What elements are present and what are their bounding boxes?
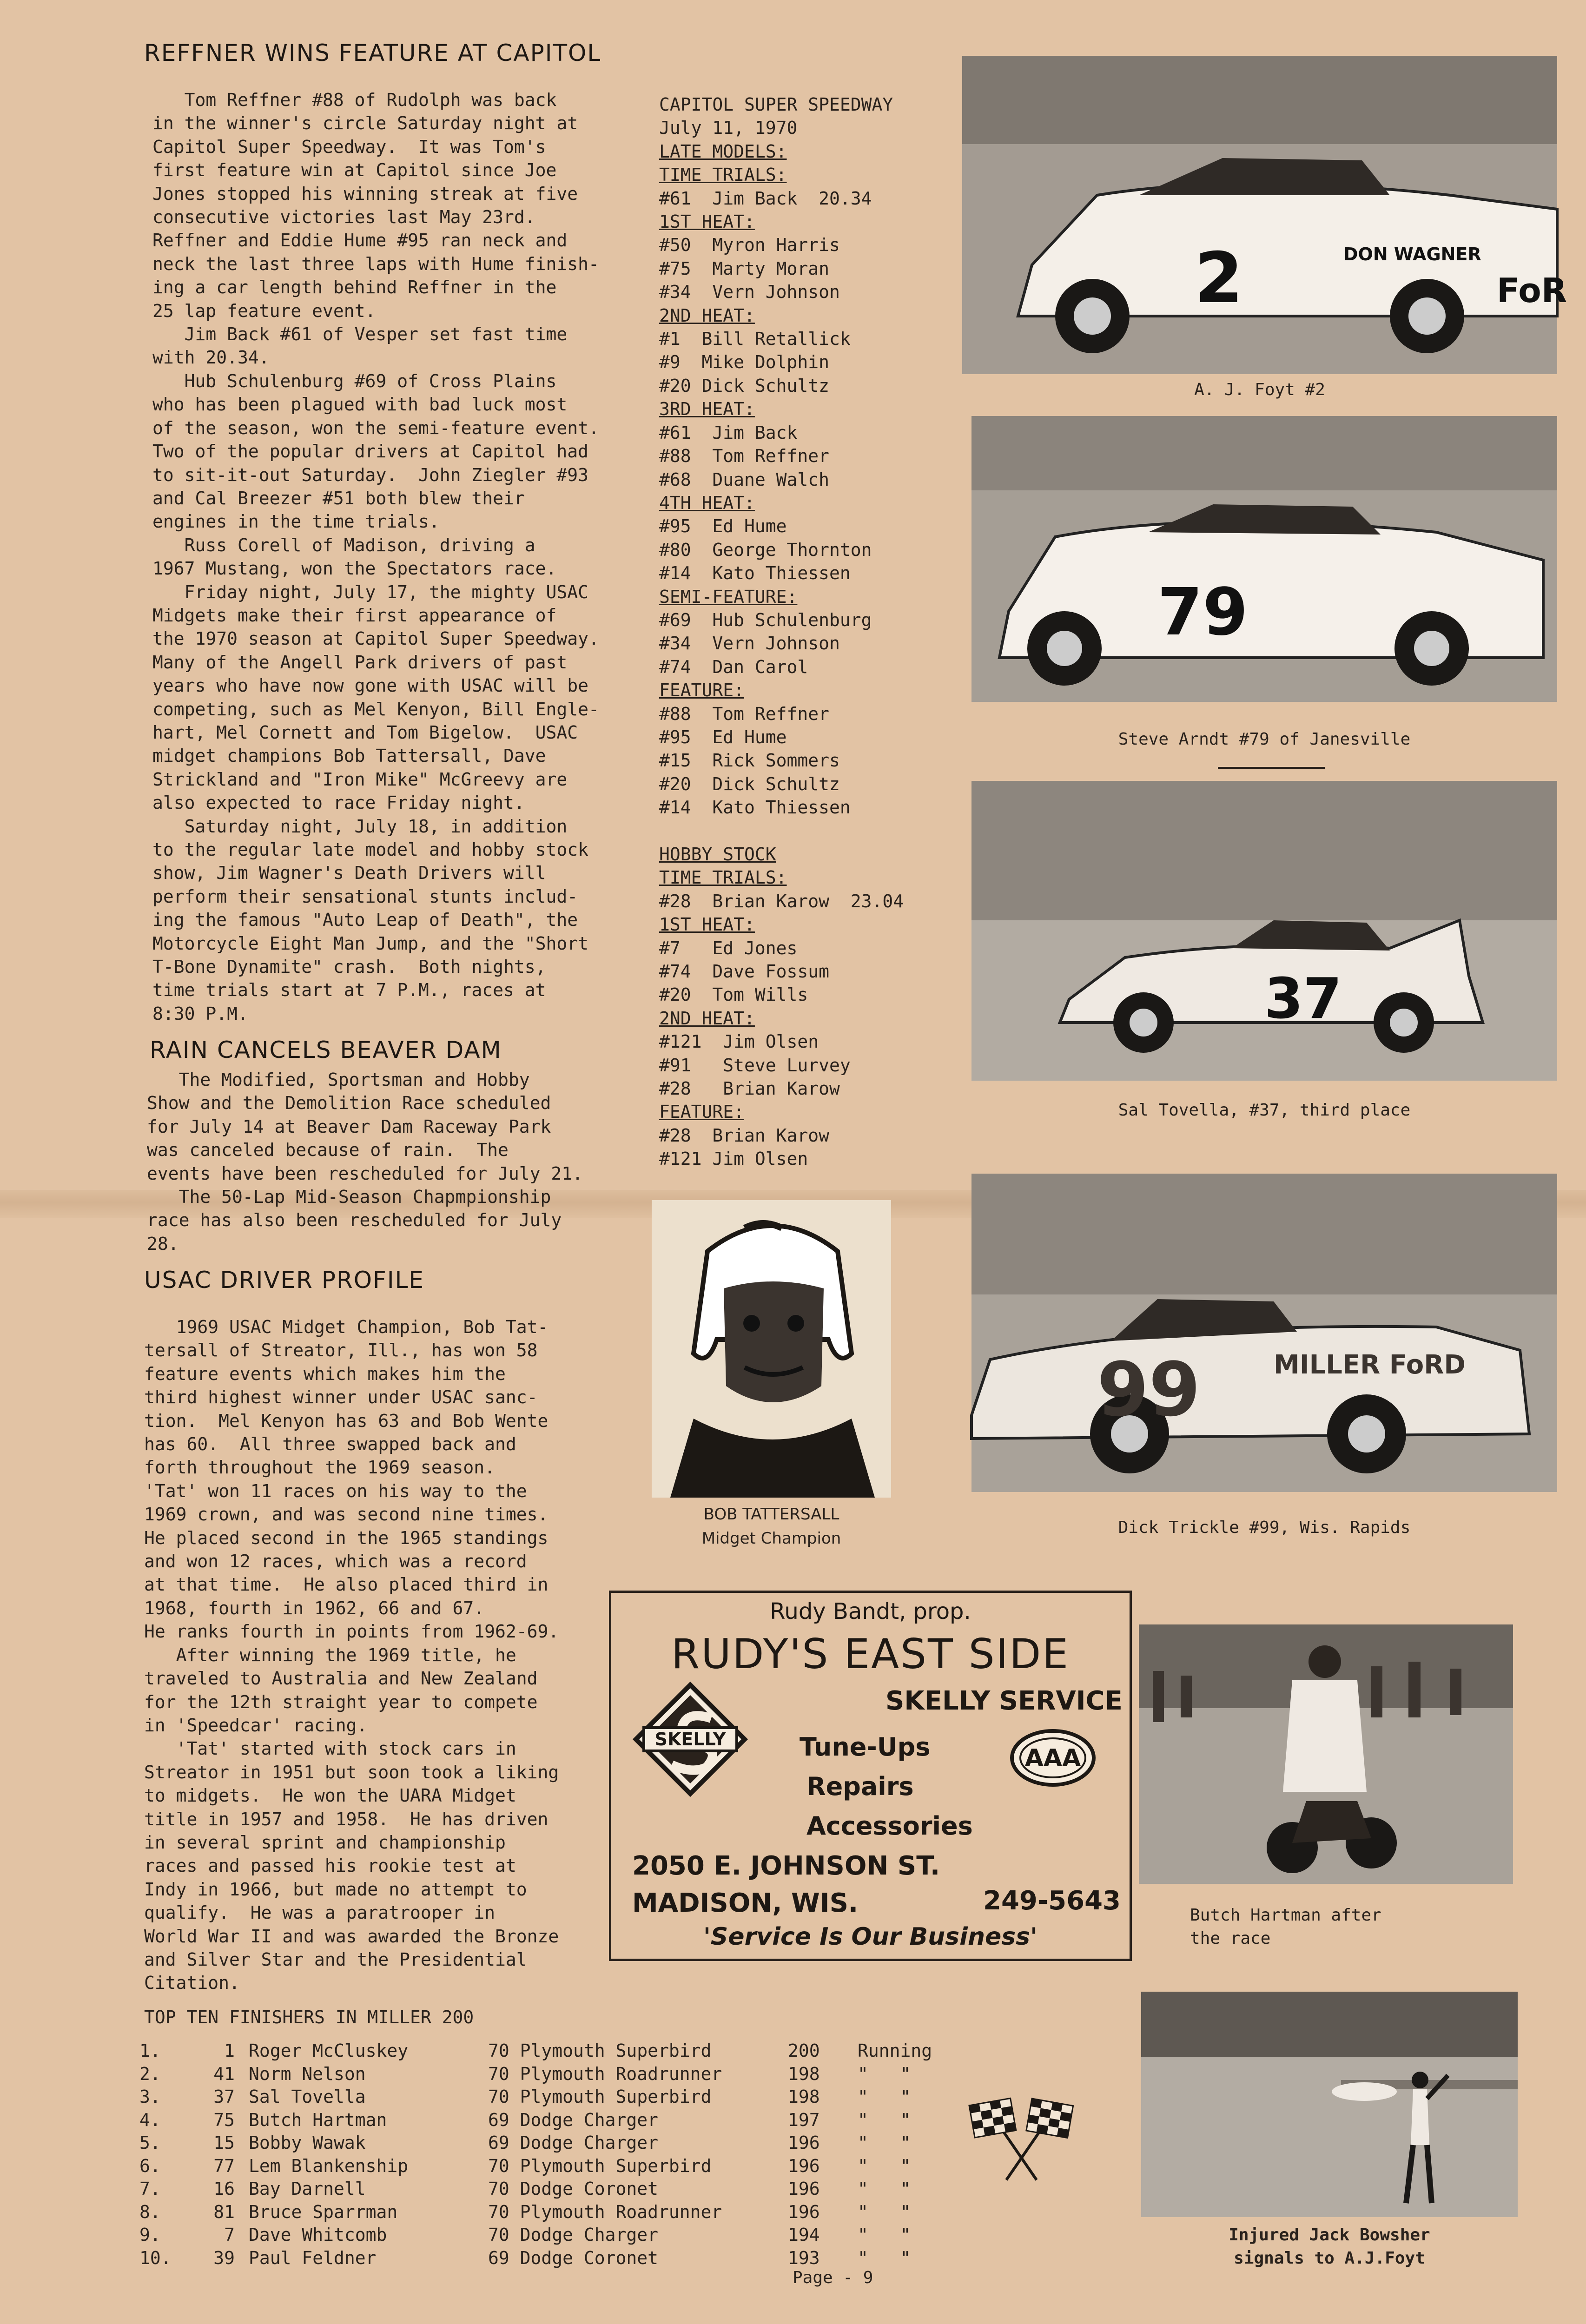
article-line: He placed second in the 1965 standings bbox=[144, 1527, 548, 1548]
result-entry: #28 Brian Karow bbox=[659, 1078, 840, 1099]
ad-business-name: RUDY'S EAST SIDE bbox=[671, 1630, 1070, 1678]
foyt-car-number: 2 bbox=[1195, 238, 1243, 319]
article-line: 25 lap feature event. bbox=[152, 300, 376, 321]
top-ten-laps: 198 bbox=[788, 2063, 820, 2084]
photo-foyt bbox=[962, 56, 1567, 374]
caption-bowsher-2: signals to A.J.Foyt bbox=[1234, 2249, 1425, 2268]
caption-foyt: A. J. Foyt #2 bbox=[1194, 380, 1325, 399]
top-ten-row bbox=[139, 2201, 951, 2224]
article-line: Strickland and "Iron Mike" McGreevy are bbox=[152, 769, 568, 790]
top-ten-pos: 8. bbox=[139, 2201, 161, 2222]
caption-arndt: Steve Arndt #79 of Janesville bbox=[1118, 730, 1411, 749]
top-ten-num: 75 bbox=[213, 2109, 235, 2130]
result-heading: FEATURE: bbox=[659, 680, 745, 701]
article-line: ing a car length behind Reffner in the bbox=[152, 277, 557, 298]
top-ten-pos: 7. bbox=[139, 2179, 161, 2199]
result-entry: #91 Steve Lurvey bbox=[659, 1055, 851, 1076]
ad-address: 2050 E. JOHNSON ST. bbox=[632, 1851, 940, 1881]
article-line: Saturday night, July 18, in addition bbox=[152, 816, 568, 837]
top-ten-num: 77 bbox=[213, 2155, 235, 2176]
article-line: Streator in 1951 but soon took a liking bbox=[144, 1762, 559, 1783]
article-usac-body bbox=[144, 1315, 559, 1995]
bowsher-scene-drawing bbox=[1141, 1992, 1518, 2217]
article-line: to the regular late model and hobby stock bbox=[152, 839, 588, 860]
article-line: Two of the popular drivers at Capitol had bbox=[152, 441, 588, 462]
result-entry: #1 Bill Retallick bbox=[659, 329, 851, 350]
article-line: Hub Schulenburg #69 of Cross Plains bbox=[152, 370, 557, 391]
top-ten-laps: 194 bbox=[788, 2225, 820, 2245]
top-ten-title: TOP TEN FINISHERS IN MILLER 200 bbox=[144, 2007, 474, 2027]
result-heading: TIME TRIALS: bbox=[659, 165, 787, 185]
top-ten-pos: 1. bbox=[139, 2040, 161, 2061]
result-entry: #20 Tom Wills bbox=[659, 984, 808, 1005]
article-line: and Cal Breezer #51 both blew their bbox=[152, 488, 525, 508]
result-entry: #14 Kato Thiessen bbox=[659, 797, 851, 818]
top-ten-row bbox=[139, 2040, 951, 2063]
article-line: He ranks fourth in points from 1962-69. bbox=[144, 1621, 559, 1642]
top-ten-car: 70 Plymouth Roadrunner bbox=[488, 2063, 722, 2084]
top-ten-pos: 6. bbox=[139, 2155, 161, 2176]
result-entry: #95 Ed Hume bbox=[659, 516, 787, 537]
article-line: 'Tat' started with stock cars in bbox=[144, 1738, 516, 1759]
foyt-car-sponsor: DON WAGNER bbox=[1343, 244, 1481, 264]
result-entry: #34 Vern Johnson bbox=[659, 282, 840, 303]
result-heading: HOBBY STOCK bbox=[659, 844, 776, 865]
foyt-car-drawing bbox=[962, 56, 1567, 374]
top-ten-status: " " bbox=[858, 2063, 911, 2084]
result-entry: #9 Mike Dolphin bbox=[659, 352, 830, 373]
aaa-logo-icon bbox=[1009, 1728, 1097, 1788]
top-ten-status: " " bbox=[858, 2155, 911, 2176]
top-ten-status: Running bbox=[858, 2040, 932, 2061]
article-line: Friday night, July 17, the mighty USAC bbox=[152, 581, 588, 602]
result-entry: #80 George Thornton bbox=[659, 539, 872, 560]
article-line: for July 14 at Beaver Dam Raceway Park bbox=[147, 1116, 551, 1137]
top-ten-pos: 2. bbox=[139, 2063, 161, 2084]
article-line: tersall of Streator, Ill., has won 58 bbox=[144, 1340, 538, 1361]
ad-owner: Rudy Bandt, prop. bbox=[770, 1598, 971, 1624]
top-ten-num: 37 bbox=[213, 2086, 235, 2107]
top-ten-car: 70 Plymouth Superbird bbox=[488, 2086, 712, 2107]
article-line: and Silver Star and the Presidential bbox=[144, 1949, 527, 1970]
article-line: for the 12th straight year to compete bbox=[144, 1691, 538, 1712]
top-ten-num: 16 bbox=[213, 2179, 235, 2199]
top-ten-driver: Lem Blankenship bbox=[249, 2155, 409, 2176]
skelly-logo-icon bbox=[632, 1681, 748, 1797]
top-ten-num: 81 bbox=[213, 2201, 235, 2222]
result-heading: 3RD HEAT: bbox=[659, 399, 755, 420]
article-line: midget champions Bob Tattersall, Dave bbox=[152, 746, 546, 766]
article-reffner-body bbox=[152, 88, 599, 1025]
skelly-logo-text: SKELLY bbox=[654, 1729, 726, 1750]
article-line: races and passed his rookie test at bbox=[144, 1855, 516, 1876]
top-ten-pos: 10. bbox=[139, 2247, 172, 2268]
top-ten-driver: Bay Darnell bbox=[249, 2179, 366, 2199]
top-ten-pos: 5. bbox=[139, 2133, 161, 2153]
article-line: to sit-it-out Saturday. John Ziegler #93 bbox=[152, 464, 588, 485]
top-ten-pos: 4. bbox=[139, 2109, 161, 2130]
ad-phone: 249-5643 bbox=[983, 1886, 1121, 1916]
article-line: first feature win at Capitol since Joe bbox=[152, 160, 557, 181]
result-entry: #68 Duane Walch bbox=[659, 469, 830, 490]
article-line: in 'Speedcar' racing. bbox=[144, 1715, 368, 1736]
article-line: race has also been rescheduled for July bbox=[147, 1210, 562, 1231]
article-line: and won 12 races, which was a record bbox=[144, 1551, 527, 1572]
top-ten-laps: 200 bbox=[788, 2040, 820, 2061]
article-line: also expected to race Friday night. bbox=[152, 792, 525, 813]
top-ten-row bbox=[139, 2132, 951, 2155]
aaa-logo-text: AAA bbox=[1024, 1744, 1081, 1772]
top-ten-status: " " bbox=[858, 2225, 911, 2245]
result-heading: 2ND HEAT: bbox=[659, 1008, 755, 1029]
hartman-scene-drawing bbox=[1139, 1624, 1513, 1884]
photo-arndt bbox=[971, 416, 1557, 702]
top-ten-driver: Roger McCluskey bbox=[249, 2040, 409, 2061]
top-ten-driver: Butch Hartman bbox=[249, 2109, 387, 2130]
top-ten-driver: Bobby Wawak bbox=[249, 2133, 366, 2153]
caption-trickle: Dick Trickle #99, Wis. Rapids bbox=[1118, 1518, 1411, 1537]
headline-rain: RAIN CANCELS BEAVER DAM bbox=[150, 1037, 502, 1063]
article-line: show, Jim Wagner's Death Drivers will bbox=[152, 863, 546, 884]
article-line: in the winner's circle Saturday night at bbox=[152, 113, 578, 134]
article-line: Citation. bbox=[144, 1973, 240, 1994]
result-entry: #34 Vern Johnson bbox=[659, 633, 840, 654]
top-ten-row bbox=[139, 2155, 951, 2178]
article-line: has 60. All three swapped back and bbox=[144, 1434, 516, 1455]
article-line: World War II and was awarded the Bronze bbox=[144, 1926, 559, 1947]
article-line: Show and the Demolition Race scheduled bbox=[147, 1093, 551, 1114]
top-ten-driver: Dave Whitcomb bbox=[249, 2225, 387, 2245]
top-ten-car: 69 Dodge Coronet bbox=[488, 2247, 659, 2268]
article-line: of the season, won the semi-feature event. bbox=[152, 417, 599, 438]
article-line: engines in the time trials. bbox=[152, 511, 440, 532]
top-ten-num: 15 bbox=[213, 2133, 235, 2153]
top-ten-row bbox=[139, 2109, 951, 2132]
top-ten-car: 69 Dodge Charger bbox=[488, 2109, 659, 2130]
article-line: events have been rescheduled for July 21. bbox=[147, 1163, 583, 1184]
article-line: Capitol Super Speedway. It was Tom's bbox=[152, 136, 546, 157]
ad-slogan: 'Service Is Our Business' bbox=[703, 1923, 1038, 1951]
result-entry: #61 Jim Back 20.34 bbox=[659, 188, 872, 209]
article-line: to midgets. He won the UARA Midget bbox=[144, 1785, 516, 1806]
article-line: 1967 Mustang, won the Spectators race. bbox=[152, 558, 557, 579]
trickle-car-number: 99 bbox=[1097, 1346, 1201, 1433]
photo-hartman bbox=[1139, 1624, 1513, 1884]
result-entry: #121 Jim Olsen bbox=[659, 1149, 808, 1169]
caption-tovella: Sal Tovella, #37, third place bbox=[1118, 1101, 1411, 1120]
ad-city: MADISON, WIS. bbox=[632, 1888, 859, 1918]
top-ten-laps: 193 bbox=[788, 2247, 820, 2268]
caption-tattersall-title: Midget Champion bbox=[701, 1529, 841, 1548]
result-entry: #74 Dan Carol bbox=[659, 656, 808, 677]
result-entry: #75 Marty Moran bbox=[659, 258, 830, 279]
article-line: The Modified, Sportsman and Hobby bbox=[147, 1070, 530, 1090]
result-heading: 1ST HEAT: bbox=[659, 914, 755, 935]
photo-trickle bbox=[971, 1174, 1557, 1492]
top-ten-status: " " bbox=[858, 2133, 911, 2153]
tattersall-portrait-drawing bbox=[652, 1200, 891, 1498]
article-line: T-Bone Dynamite" crash. Both nights, bbox=[152, 957, 546, 977]
result-entry: #28 Brian Karow 23.04 bbox=[659, 891, 904, 911]
article-line: forth throughout the 1969 season. bbox=[144, 1457, 495, 1478]
top-ten-driver: Norm Nelson bbox=[249, 2063, 366, 2084]
article-line: 1968, fourth in 1962, 66 and 67. bbox=[144, 1598, 485, 1618]
article-line: competing, such as Mel Kenyon, Bill Engle- bbox=[152, 699, 599, 720]
top-ten-driver: Bruce Sparrman bbox=[249, 2201, 398, 2222]
article-line: traveled to Australia and New Zealand bbox=[144, 1668, 538, 1689]
result-entry: #14 Kato Thiessen bbox=[659, 563, 851, 584]
top-ten-laps: 196 bbox=[788, 2155, 820, 2176]
result-heading: FEATURE: bbox=[659, 1102, 745, 1122]
article-line: 28. bbox=[147, 1233, 179, 1254]
article-line: 8:30 P.M. bbox=[152, 1003, 248, 1024]
result-entry: #88 Tom Reffner bbox=[659, 446, 830, 467]
ad-service: SKELLY SERVICE bbox=[886, 1686, 1123, 1716]
rudys-ad bbox=[609, 1591, 1132, 1961]
top-ten-status: " " bbox=[858, 2109, 911, 2130]
caption-tattersall-name: BOB TATTERSALL bbox=[703, 1505, 839, 1524]
article-line: consecutive victories last May 23rd. bbox=[152, 207, 535, 228]
trickle-car-sponsor: MILLER FoRD bbox=[1274, 1350, 1466, 1380]
article-line: Jones stopped his winning streak at five bbox=[152, 183, 578, 204]
top-ten-status: " " bbox=[858, 2179, 911, 2199]
race-results-list bbox=[659, 93, 904, 1171]
top-ten-driver: Sal Tovella bbox=[249, 2086, 366, 2107]
result-entry: #20 Dick Schultz bbox=[659, 375, 830, 396]
result-heading: TIME TRIALS: bbox=[659, 867, 787, 888]
caption-divider bbox=[1218, 767, 1325, 769]
article-line: title in 1957 and 1958. He has driven bbox=[144, 1809, 548, 1829]
article-line: The 50-Lap Mid-Season Chapmpionship bbox=[147, 1187, 551, 1208]
top-ten-car: 70 Dodge Charger bbox=[488, 2225, 659, 2245]
result-entry: #15 Rick Sommers bbox=[659, 750, 840, 771]
top-ten-status: " " bbox=[858, 2247, 911, 2268]
trickle-car-drawing bbox=[971, 1174, 1557, 1492]
photo-tattersall bbox=[652, 1200, 891, 1498]
result-heading: LATE MODELS: bbox=[659, 141, 787, 162]
article-line: neck the last three laps with Hume finish- bbox=[152, 253, 599, 274]
caption-bowsher-1: Injured Jack Bowsher bbox=[1229, 2225, 1430, 2245]
article-rain-body bbox=[147, 1068, 583, 1255]
article-line: Indy in 1966, but made no attempt to bbox=[144, 1879, 527, 1900]
article-line: 'Tat' won 11 races on his way to the bbox=[144, 1480, 527, 1501]
result-entry: #7 Ed Jones bbox=[659, 938, 798, 958]
result-entry: #95 Ed Hume bbox=[659, 726, 787, 747]
article-line: in several sprint and championship bbox=[144, 1832, 506, 1853]
top-ten-driver: Paul Feldner bbox=[249, 2247, 377, 2268]
article-line: the 1970 season at Capitol Super Speedway. bbox=[152, 628, 599, 649]
article-line: Midgets make their first appearance of bbox=[152, 605, 557, 626]
top-ten-num: 1 bbox=[224, 2040, 235, 2061]
tovella-car-drawing bbox=[971, 781, 1557, 1081]
result-entry: #88 Tom Reffner bbox=[659, 703, 830, 724]
article-line: years who have now gone with USAC will be bbox=[152, 675, 588, 696]
page-number: Page - 9 bbox=[793, 2268, 873, 2287]
result-entry: July 11, 1970 bbox=[659, 118, 798, 139]
top-ten-status: " " bbox=[858, 2086, 911, 2107]
article-line: feature events which makes him the bbox=[144, 1363, 506, 1384]
top-ten-laps: 196 bbox=[788, 2201, 820, 2222]
top-ten-car: 70 Plymouth Superbird bbox=[488, 2155, 712, 2176]
photo-tovella bbox=[971, 781, 1557, 1081]
top-ten-row bbox=[139, 2178, 951, 2201]
result-heading: 2ND HEAT: bbox=[659, 305, 755, 326]
top-ten-table bbox=[139, 2040, 951, 2270]
article-line: time trials start at 7 P.M., races at bbox=[152, 980, 546, 1001]
article-line: tion. Mel Kenyon has 63 and Bob Wente bbox=[144, 1410, 548, 1431]
caption-hartman-2: the race bbox=[1190, 1929, 1271, 1948]
top-ten-laps: 197 bbox=[788, 2109, 820, 2130]
article-line: Motorcycle Eight Man Jump, and the "Short bbox=[152, 933, 588, 954]
article-line: qualify. He was a paratrooper in bbox=[144, 1902, 495, 1923]
article-line: Reffner and Eddie Hume #95 ran neck and bbox=[152, 230, 568, 251]
top-ten-num: 41 bbox=[213, 2063, 235, 2084]
article-line: with 20.34. bbox=[152, 347, 270, 368]
article-line: Jim Back #61 of Vesper set fast time bbox=[152, 324, 568, 345]
result-entry: #121 Jim Olsen bbox=[659, 1031, 819, 1052]
top-ten-num: 7 bbox=[224, 2225, 235, 2245]
result-entry: #69 Hub Schulenburg bbox=[659, 609, 872, 630]
article-line: Tom Reffner #88 of Rudolph was back bbox=[152, 90, 557, 110]
headline-usac: USAC DRIVER PROFILE bbox=[144, 1267, 425, 1294]
article-line: hart, Mel Cornett and Tom Bigelow. USAC bbox=[152, 722, 578, 743]
result-heading: 1ST HEAT: bbox=[659, 211, 755, 232]
arndt-car-number: 79 bbox=[1157, 574, 1248, 650]
article-line: third highest winner under USAC sanc- bbox=[144, 1387, 538, 1408]
checkered-flags-icon bbox=[967, 2096, 1076, 2182]
top-ten-car: 70 Plymouth Superbird bbox=[488, 2040, 712, 2061]
result-entry: CAPITOL SUPER SPEEDWAY bbox=[659, 94, 893, 115]
headline-reffner: REFFNER WINS FEATURE AT CAPITOL bbox=[144, 40, 601, 66]
tovella-car-number: 37 bbox=[1264, 967, 1342, 1031]
ad-offer-accessories: Accessories bbox=[806, 1811, 973, 1841]
article-line: Many of the Angell Park drivers of past bbox=[152, 652, 568, 673]
top-ten-row bbox=[139, 2086, 951, 2109]
article-line: ing the famous "Auto Leap of Death", the bbox=[152, 910, 578, 931]
result-entry: #20 Dick Schultz bbox=[659, 773, 840, 794]
foyt-car-side-text: FoR bbox=[1497, 271, 1567, 310]
result-heading: SEMI-FEATURE: bbox=[659, 586, 798, 607]
top-ten-car: 70 Dodge Coronet bbox=[488, 2179, 659, 2199]
top-ten-num: 39 bbox=[213, 2247, 235, 2268]
result-entry: #50 Myron Harris bbox=[659, 235, 840, 256]
article-line: who has been plagued with bad luck most bbox=[152, 394, 568, 415]
top-ten-car: 70 Plymouth Roadrunner bbox=[488, 2201, 722, 2222]
article-line: at that time. He also placed third in bbox=[144, 1574, 548, 1595]
top-ten-pos: 9. bbox=[139, 2225, 161, 2245]
result-heading: 4TH HEAT: bbox=[659, 492, 755, 513]
top-ten-row bbox=[139, 2247, 951, 2270]
article-line: perform their sensational stunts includ- bbox=[152, 886, 578, 907]
caption-hartman-1: Butch Hartman after bbox=[1190, 1906, 1381, 1925]
result-entry bbox=[659, 819, 904, 843]
top-ten-status: " " bbox=[858, 2201, 911, 2222]
top-ten-car: 69 Dodge Charger bbox=[488, 2133, 659, 2153]
result-entry: #28 Brian Karow bbox=[659, 1125, 830, 1146]
result-entry: #74 Dave Fossum bbox=[659, 961, 830, 982]
ad-offer-tuneups: Tune-Ups bbox=[800, 1732, 931, 1762]
arndt-car-drawing bbox=[971, 416, 1557, 702]
photo-bowsher bbox=[1141, 1992, 1518, 2217]
article-line: 1969 crown, and was second nine times. bbox=[144, 1504, 548, 1525]
top-ten-row bbox=[139, 2224, 951, 2247]
top-ten-row bbox=[139, 2063, 951, 2086]
article-line: After winning the 1969 title, he bbox=[144, 1644, 516, 1665]
result-entry: #61 Jim Back bbox=[659, 422, 798, 443]
ad-offer-repairs: Repairs bbox=[806, 1772, 914, 1801]
article-line: 1969 USAC Midget Champion, Bob Tat- bbox=[144, 1317, 548, 1337]
top-ten-pos: 3. bbox=[139, 2086, 161, 2107]
article-line: was canceled because of rain. The bbox=[147, 1140, 509, 1161]
article-line: Russ Corell of Madison, driving a bbox=[152, 535, 535, 555]
top-ten-laps: 196 bbox=[788, 2179, 820, 2199]
top-ten-laps: 196 bbox=[788, 2133, 820, 2153]
top-ten-laps: 198 bbox=[788, 2086, 820, 2107]
